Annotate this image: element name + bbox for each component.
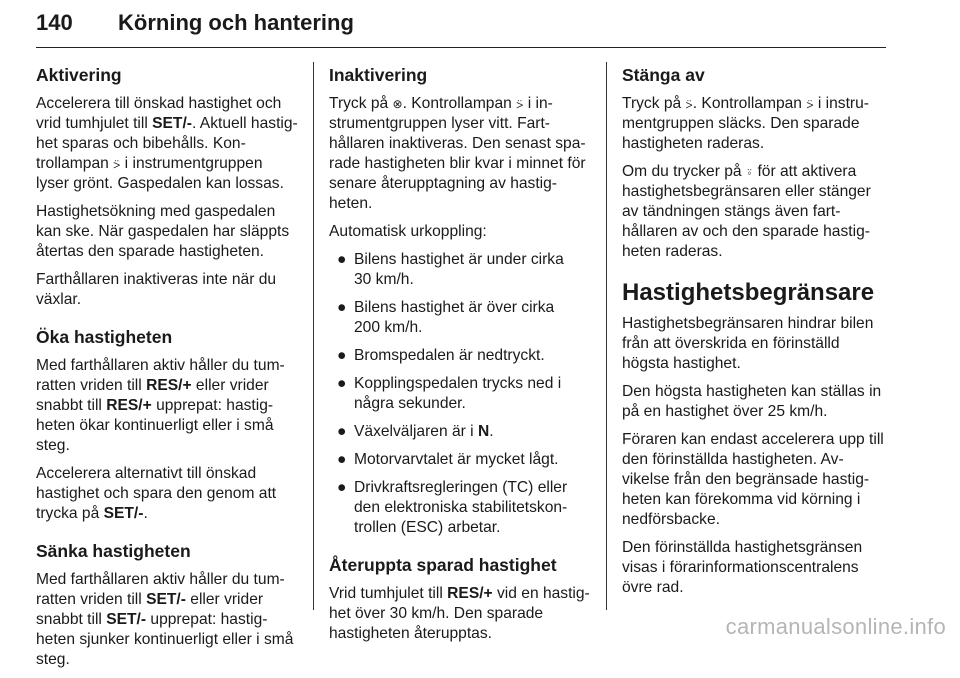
cruise-cancel-icon: ⊗ <box>392 97 403 111</box>
paragraph: Vrid tumhjulet till RES/+ vid en hastig- het över 30 km/h. Den sparade hastigheten återupptas. <box>329 585 590 642</box>
bullet-list <box>329 250 595 538</box>
paragraph: Om du trycker på ⍤ för att aktivera hastighetsbegränsaren eller stänger av tändningen stängs även fart- hållaren av och den sparade hastig- heten raderas. <box>622 163 871 260</box>
paragraph: Hastighetsbegränsaren hindrar bilen från att överskrida en förinställd högsta hastighet. <box>622 315 874 372</box>
column-divider <box>606 62 607 610</box>
list-item: ● Bilens hastighet är över cirka 200 km/h. <box>337 299 555 336</box>
heading-sanka-hastigheten: Sänka hastigheten <box>36 541 191 561</box>
page-header <box>36 8 886 42</box>
paragraph: Accelerera till önskad hastighet och vrid tumhjulet till SET/-. Aktuell hastig- het sparas och bibehålls. Kon- trollampan ⍩ i instrumentgruppen lyser grönt. Gaspedalen kan lossas. <box>36 95 298 192</box>
paragraph: Den högsta hastigheten kan ställas in på en hastighet över 25 km/h. <box>622 383 882 420</box>
heading-inaktivering: Inaktivering <box>329 65 428 85</box>
column-1 <box>36 64 298 678</box>
speed-limiter-icon: ⍤ <box>745 165 754 179</box>
column-divider <box>313 62 314 610</box>
paragraph: Tryck på ⊗. Kontrollampan ⍩ i in- strumentgruppen lyser vitt. Fart- hållaren inaktiveras. Den senast spa- rade hastigheten blir kvar i minnet för senare återupptagning av hastig- heten. <box>329 95 586 212</box>
column-2 <box>329 64 595 652</box>
list-item: ● Växelväljaren är i N. <box>337 423 494 440</box>
list-item: ● Motorvarvtalet är mycket lågt. <box>337 451 559 468</box>
cruise-control-icon: ⍩ <box>685 97 693 111</box>
list-item: ● Bilens hastighet är under cirka 30 km/h. <box>337 251 564 288</box>
paragraph: Föraren kan endast accelerera upp till den förinställda hastigheten. Av- vikelse från den begränsade hastig- heten kan förekomma vid körning i nedförsbacke. <box>622 431 884 528</box>
heading-aktivering: Aktivering <box>36 65 122 85</box>
page-number: 140 <box>36 10 73 35</box>
paragraph: Med farthållaren aktiv håller du tum- ratten vriden till SET/- eller vrider snabbt till SET/- upprepat: hastig- heten sjunker kontinuerligt eller i små steg. <box>36 571 294 668</box>
list-item: ● Bromspedalen är nedtryckt. <box>337 347 545 364</box>
heading-stanga-av: Stänga av <box>622 65 705 85</box>
paragraph: Med farthållaren aktiv håller du tum- ratten vriden till RES/+ eller vrider snabbt till RES/+ upprepat: hastig- heten ökar kontinuerligt eller i små steg. <box>36 357 285 454</box>
page-title: Körning och hantering <box>118 10 354 35</box>
heading-ateruppta: Återuppta sparad hastighet <box>329 555 557 575</box>
column-3 <box>622 64 888 606</box>
heading-oka-hastigheten: Öka hastigheten <box>36 327 173 347</box>
paragraph: Tryck på ⍩. Kontrollampan ⍩ i instru- mentgruppen släcks. Den sparade hastigheten raderas. <box>622 95 869 152</box>
paragraph: Den förinställda hastighetsgränsen visas i förarinformationscentralens övre rad. <box>622 539 863 596</box>
paragraph: Hastighetsökning med gaspedalen kan ske. När gaspedalen har släppts återtas den sparade hastigheten. <box>36 203 290 260</box>
paragraph: Accelerera alternativt till önskad hastighet och spara den genom att trycka på SET/-. <box>36 465 277 522</box>
list-item: ● Kopplingspedalen trycks ned i några sekunder. <box>337 375 562 412</box>
cruise-control-icon: ⍩ <box>516 97 524 111</box>
heading-hastighetsbegransare: Hastighetsbegränsare <box>622 279 875 306</box>
cruise-control-icon: ⍩ <box>806 97 814 111</box>
header-rule <box>36 47 886 48</box>
paragraph: Automatisk urkoppling: <box>329 223 487 240</box>
cruise-control-icon: ⍩ <box>113 157 121 171</box>
watermark: carmanualsonline.info <box>725 614 946 639</box>
list-item: ● Drivkraftsregleringen (TC) eller den elektroniska stabilitetskon- trollen (ESC) arbetar. <box>337 479 568 536</box>
paragraph: Farthållaren inaktiveras inte när du växlar. <box>36 271 277 308</box>
